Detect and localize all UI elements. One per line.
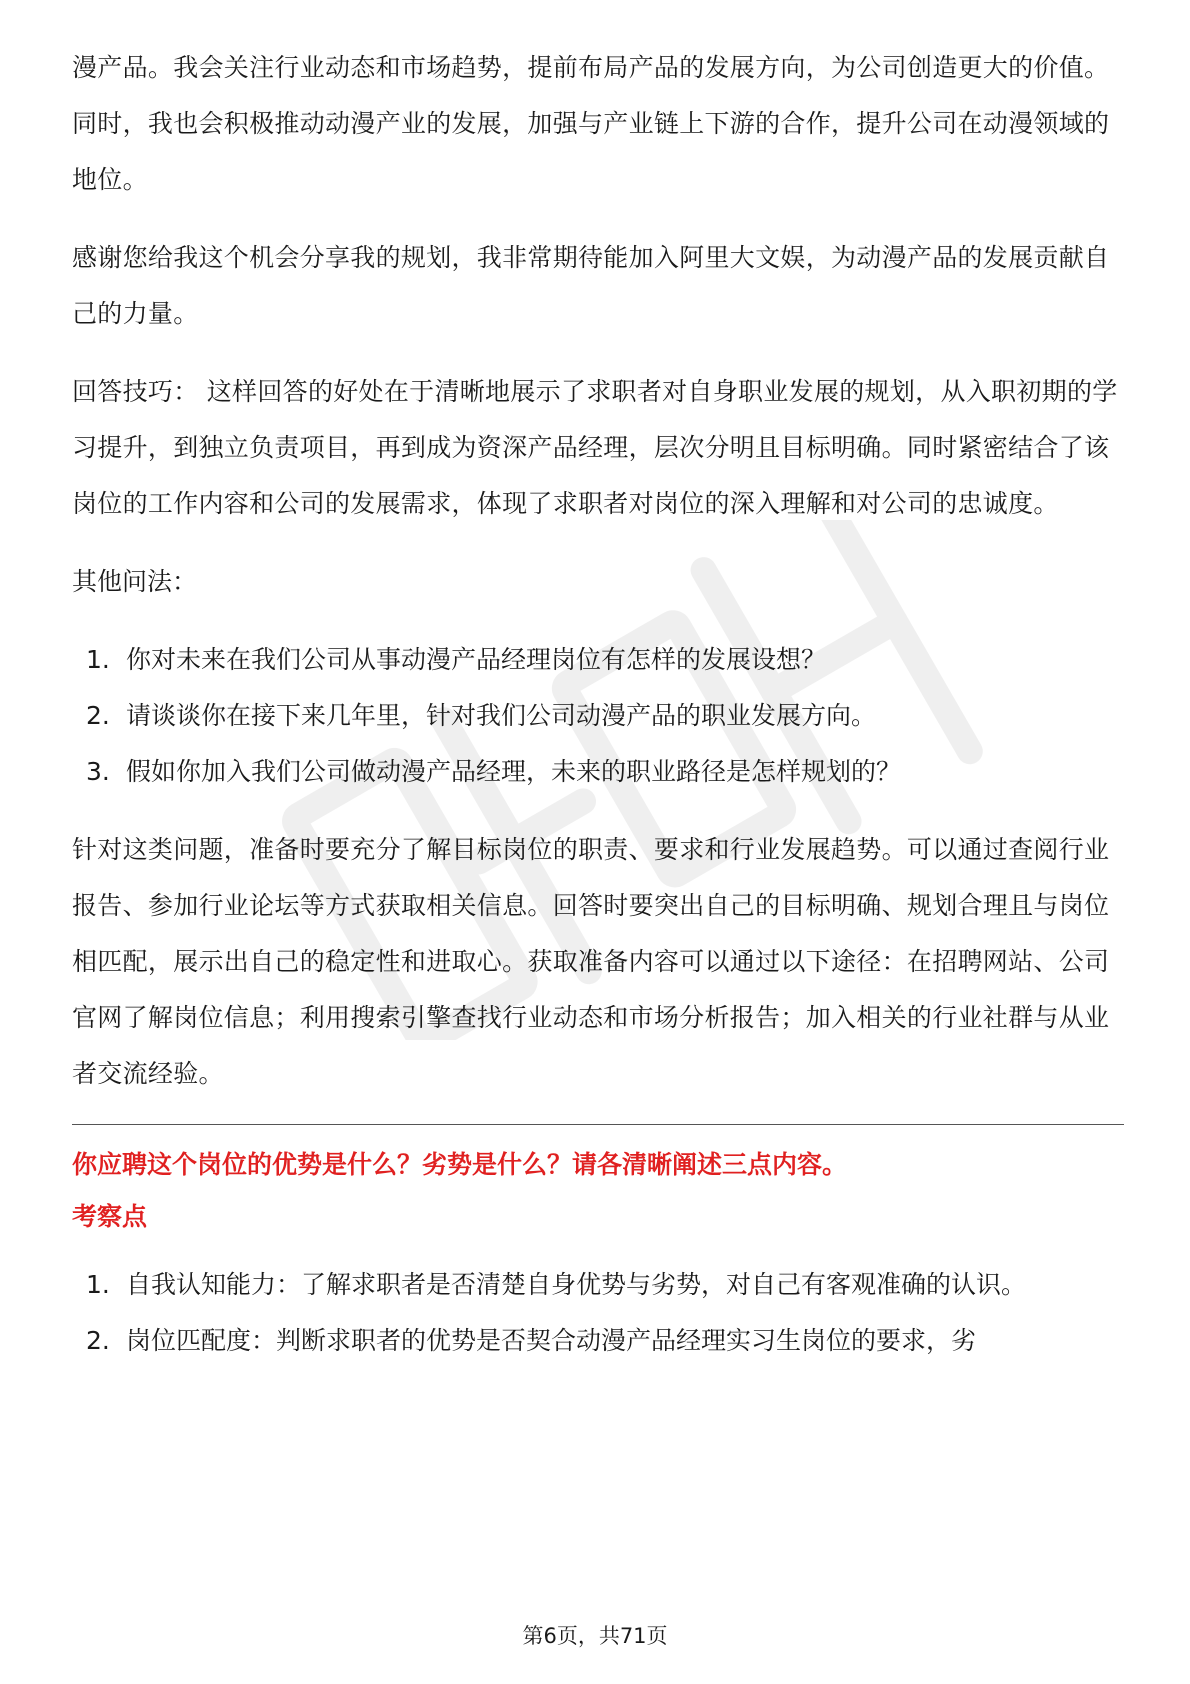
paragraph-answer-tips: 回答技巧： 这样回答的好处在于清晰地展示了求职者对自身职业发展的规划，从入职初期的学习提升，到独立负责项目，再到成为资深产品经理，层次分明且目标明确。同时紧密结合了该岗位的工作内容和公司的发展需求，体现了求职者对岗位的深入理解和对公司的忠诚度。 [72,377,1118,518]
question-subheading: 考察点 [72,1202,148,1231]
question-title: 你应聘这个岗位的优势是什么？劣势是什么？请各清晰阐述三点内容。 [72,1150,848,1179]
list-item [72,744,1124,800]
other-questions-label: 其他问法： [72,567,198,596]
list-item-number: 2. [86,701,110,730]
list-item-number: 1. [86,645,110,674]
paragraph-preparation-advice: 针对这类问题，准备时要充分了解目标岗位的职责、要求和行业发展趋势。可以通过查阅行业报告、参加行业论坛等方式获取相关信息。回答时要突出自己的目标明确、规划合理且与岗位相匹配，展示出自己的稳定性和进取心。获取准备内容可以通过以下途径：在招聘网站、公司官网了解岗位信息；利用搜索引擎查找行业动态和市场分析报告；加入相关的行业社群与从业者交流经验。 [72,835,1110,1088]
list-item [72,1257,1124,1313]
list-item-text: 请谈谈你在接下来几年里，针对我们公司动漫产品的职业发展方向。 [126,701,877,730]
list-item-text: 你对未来在我们公司从事动漫产品经理岗位有怎样的发展设想？ [126,645,827,674]
list-item [72,1313,1124,1369]
document-page [72,40,1124,1391]
page-footer: 第6页，共71页 [522,1624,668,1648]
paragraph-thanks: 感谢您给我这个机会分享我的规划，我非常期待能加入阿里大文娱，为动漫产品的发展贡献自己的力量。 [72,243,1110,328]
list-item-number: 3. [86,757,110,786]
section-divider [72,1124,1124,1125]
list-item-text: 自我认知能力：了解求职者是否清楚自身优势与劣势，对自己有客观准确的认识。 [126,1270,1027,1299]
list-item-text: 假如你加入我们公司做动漫产品经理，未来的职业路径是怎样规划的？ [126,757,902,786]
list-item-number: 1. [86,1270,110,1299]
assessment-points-list [72,1257,1124,1369]
list-item [72,632,1124,688]
other-questions-list [72,632,1124,800]
list-item-number: 2. [86,1326,110,1355]
list-item-text: 岗位匹配度：判断求职者的优势是否契合动漫产品经理实习生岗位的要求，劣 [126,1326,977,1355]
list-item [72,688,1124,744]
paragraph-intro-continued: 漫产品。我会关注行业动态和市场趋势，提前布局产品的发展方向，为公司创造更大的价值。同时，我也会积极推动动漫产业的发展，加强与产业链上下游的合作，提升公司在动漫领域的地位。 [72,53,1110,194]
